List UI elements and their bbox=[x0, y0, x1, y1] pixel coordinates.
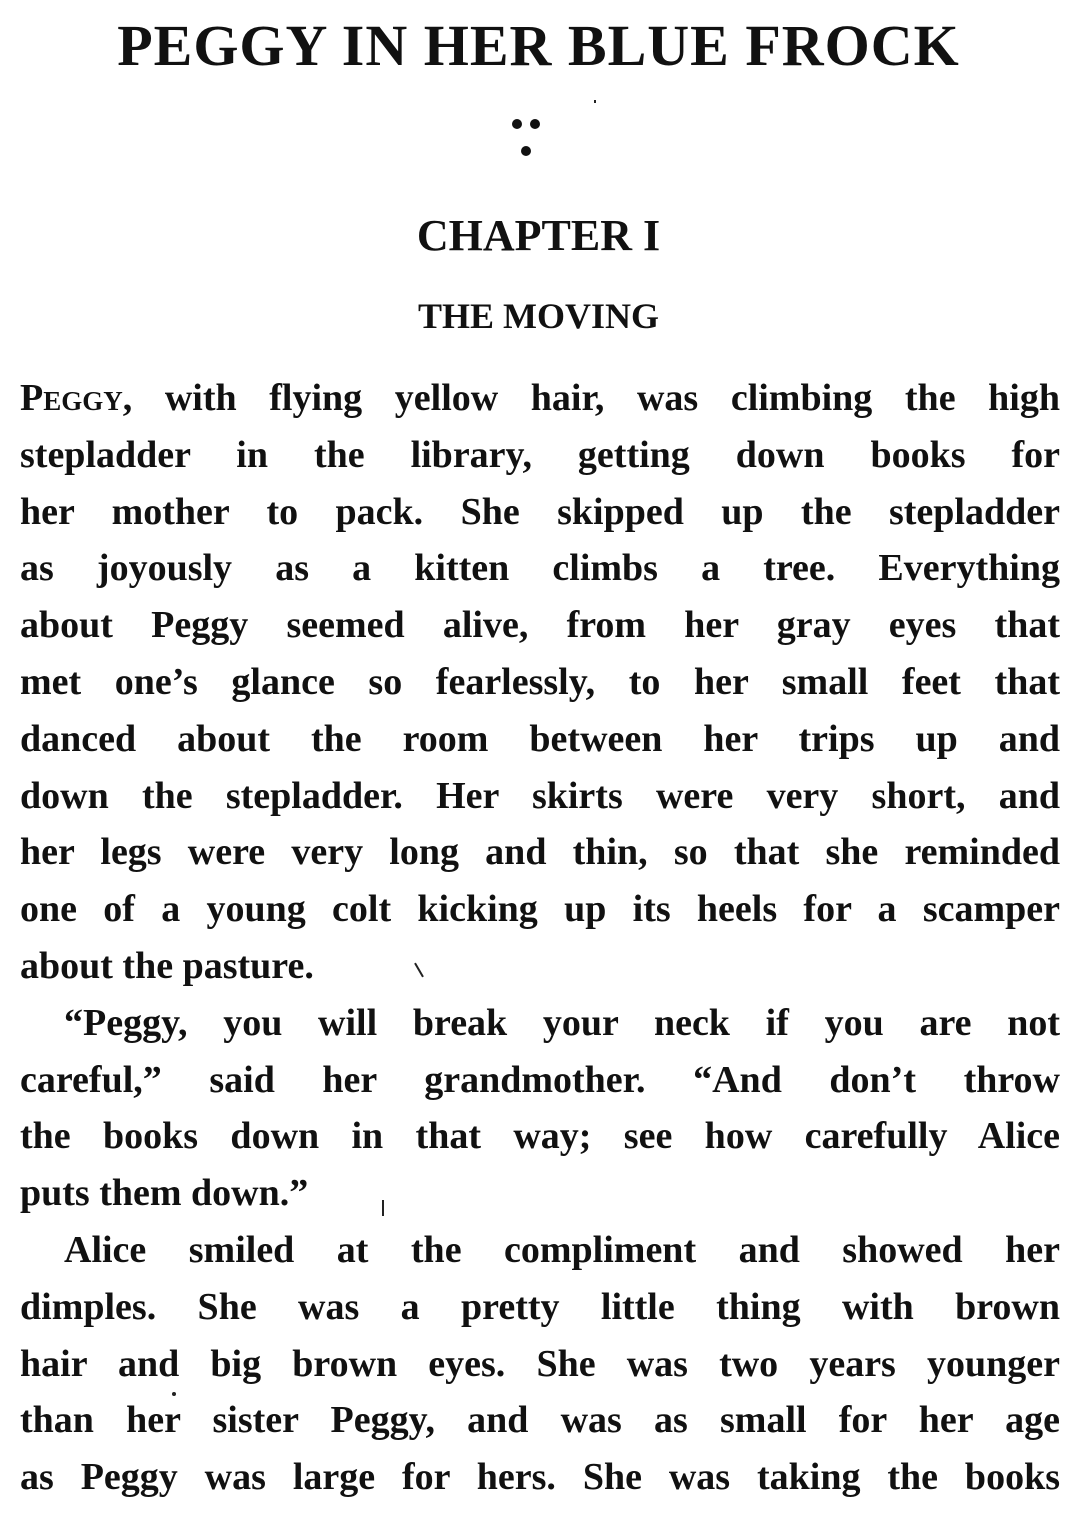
text-line: about Peggy seemed alive, from her gray eyes that bbox=[20, 604, 1060, 647]
text-line: “Peggy, you will break your neck if you are not bbox=[64, 1001, 1060, 1044]
chapter-heading: CHAPTER I bbox=[416, 211, 661, 260]
text-line: her mother to pack. She skipped up the stepladder bbox=[20, 490, 1060, 533]
text-line-content: , with flying yellow hair, was climbing the high bbox=[122, 377, 1060, 419]
opening-word: Peggy bbox=[20, 377, 123, 419]
text-line: dimples. She was a pretty little thing with brown bbox=[20, 1285, 1060, 1328]
text-line: about the pasture. bbox=[20, 944, 314, 987]
text-line: careful,” said her grandmother. “And don’t throw bbox=[20, 1058, 1060, 1101]
text-line: the books down in that way; see how carefully Alice bbox=[20, 1115, 1060, 1158]
text-line: stepladder in the library, getting down books for bbox=[20, 433, 1060, 476]
scan-speck bbox=[382, 1200, 384, 1216]
text-line: met one’s glance so fearlessly, to her small feet that bbox=[20, 660, 1060, 703]
text-line: as Peggy was large for hers. She was taking the books bbox=[20, 1456, 1060, 1499]
text-line: puts them down.” bbox=[20, 1172, 309, 1215]
paragraph-3 bbox=[20, 1222, 1060, 1506]
text-line: than her sister Peggy, and was as small for her age bbox=[20, 1399, 1060, 1442]
paragraph-2 bbox=[20, 995, 1060, 1222]
text-line: her legs were very long and thin, so that she reminded bbox=[20, 831, 1060, 874]
paragraph-1 bbox=[20, 370, 1060, 995]
ornament-dots bbox=[500, 112, 580, 162]
text-line: danced about the room between her trips up and bbox=[20, 717, 1060, 760]
text-line bbox=[20, 370, 1060, 427]
scan-speck bbox=[172, 1392, 176, 1396]
text-line: one of a young colt kicking up its heels for a scamper bbox=[20, 888, 1060, 931]
text-line: hair and big brown eyes. She was two years younger bbox=[20, 1342, 1060, 1385]
text-line: Alice smiled at the compliment and showed her bbox=[64, 1228, 1060, 1271]
text-line: down the stepladder. Her skirts were very short, and bbox=[20, 774, 1060, 817]
book-title: PEGGY IN HER BLUE FROCK bbox=[117, 13, 960, 78]
text-line: as joyously as a kitten climbs a tree. Everything bbox=[20, 547, 1060, 590]
chapter-title: THE MOVING bbox=[417, 296, 659, 336]
scan-speck bbox=[594, 100, 596, 103]
chapter-body bbox=[20, 370, 1060, 1506]
